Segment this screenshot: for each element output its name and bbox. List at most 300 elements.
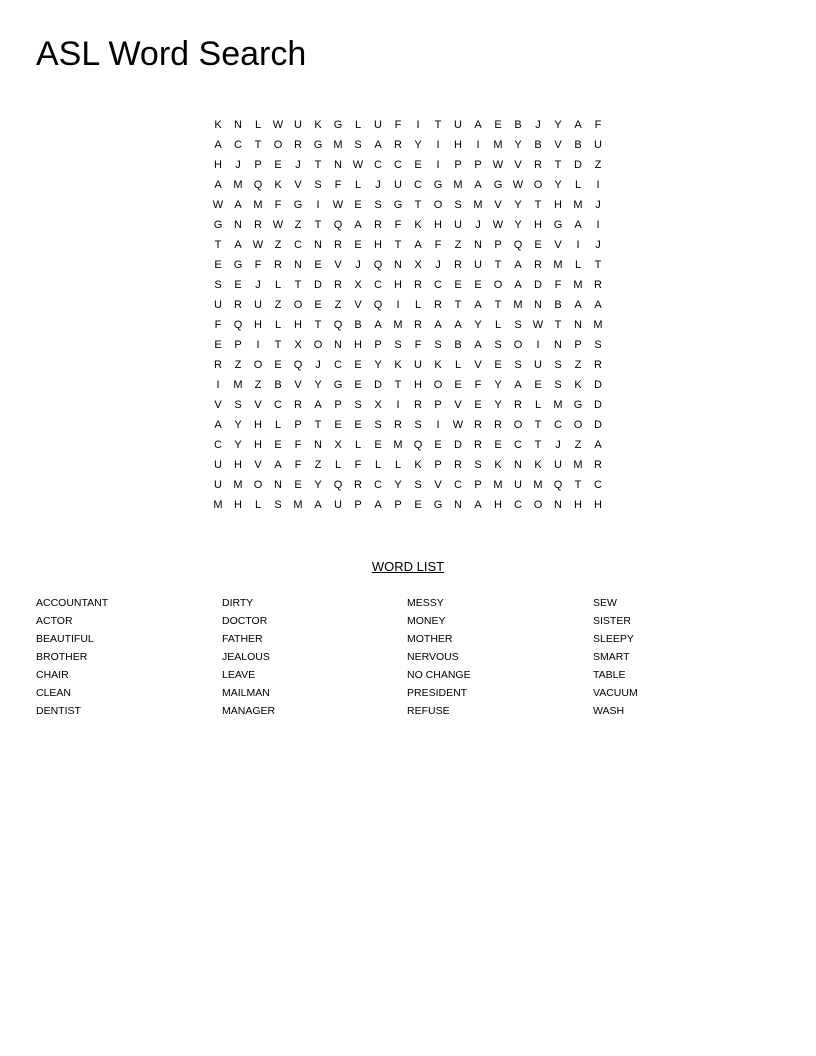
grid-letter: Z	[254, 379, 262, 391]
grid-letter: R	[294, 139, 302, 151]
grid-letter: Q	[373, 259, 383, 271]
grid-letter: K	[494, 459, 502, 471]
grid-letter: A	[594, 439, 602, 451]
grid-letter: E	[214, 339, 222, 351]
grid-letter: L	[534, 399, 542, 411]
grid-letter: G	[233, 259, 243, 271]
grid-letter: G	[493, 179, 503, 191]
grid-letter: G	[313, 139, 323, 151]
grid-letter: H	[434, 219, 442, 231]
grid-letter: R	[234, 299, 242, 311]
grid-letter: W	[352, 159, 364, 171]
word-list-item: FATHER	[222, 633, 263, 645]
grid-letter: N	[314, 439, 322, 451]
grid-letter: M	[233, 479, 243, 491]
word-list-item: CLEAN	[36, 687, 72, 699]
grid-letter: V	[214, 399, 222, 411]
grid-letter: U	[534, 359, 542, 371]
grid-letter: J	[255, 279, 261, 291]
grid-letter: V	[294, 179, 302, 191]
grid-letter: B	[554, 299, 562, 311]
word-list-item: MAILMAN	[222, 687, 270, 699]
grid-letter: J	[235, 159, 241, 171]
grid-letter: A	[214, 419, 222, 431]
word-list-item: VACUUM	[593, 687, 638, 699]
grid-letter: J	[475, 219, 481, 231]
word-list-item: CHAIR	[36, 669, 69, 681]
grid-letter: O	[253, 359, 263, 371]
grid-letter: R	[494, 419, 502, 431]
grid-letter: C	[594, 479, 602, 491]
grid-letter: L	[274, 279, 282, 291]
grid-row	[208, 335, 608, 355]
word-list-item: DOCTOR	[222, 615, 268, 627]
grid-letter: A	[594, 299, 602, 311]
grid-letter: S	[374, 199, 382, 211]
grid-row	[208, 235, 608, 255]
grid-letter: C	[514, 439, 522, 451]
grid-letter: S	[514, 319, 522, 331]
grid-letter: R	[294, 399, 302, 411]
grid-letter: S	[454, 199, 462, 211]
grid-letter: O	[533, 179, 543, 191]
grid-letter: M	[493, 139, 503, 151]
grid-letter: S	[414, 479, 422, 491]
grid-letter: N	[294, 259, 302, 271]
grid-letter: K	[574, 379, 582, 391]
grid-letter: J	[315, 359, 321, 371]
grid-row	[208, 155, 608, 175]
grid-letter: Q	[513, 239, 523, 251]
grid-letter: O	[273, 139, 283, 151]
grid-letter: N	[234, 119, 242, 131]
grid-letter: U	[594, 139, 602, 151]
grid-letter: S	[414, 419, 422, 431]
grid-letter: N	[274, 479, 282, 491]
grid-letter: Y	[234, 419, 242, 431]
grid-letter: Y	[314, 379, 322, 391]
grid-letter: K	[434, 359, 442, 371]
grid-letter: W	[212, 199, 224, 211]
grid-letter: R	[274, 259, 282, 271]
grid-letter: F	[214, 319, 222, 331]
grid-letter: G	[333, 379, 343, 391]
grid-letter: E	[234, 279, 242, 291]
grid-letter: L	[274, 319, 282, 331]
grid-letter: P	[434, 459, 442, 471]
grid-letter: R	[594, 359, 602, 371]
grid-letter: P	[234, 339, 242, 351]
grid-letter: N	[534, 299, 542, 311]
grid-letter: R	[334, 239, 342, 251]
grid-letter: G	[573, 399, 583, 411]
grid-letter: N	[514, 459, 522, 471]
grid-letter: A	[314, 399, 322, 411]
grid-letter: E	[494, 359, 502, 371]
grid-letter: L	[574, 259, 582, 271]
grid-letter: F	[294, 459, 302, 471]
grid-letter: Z	[274, 299, 282, 311]
grid-letter: K	[394, 359, 402, 371]
grid-letter: M	[553, 399, 563, 411]
grid-letter: O	[433, 379, 443, 391]
grid-letter: L	[394, 459, 402, 471]
grid-letter: L	[374, 459, 382, 471]
grid-letter: Z	[454, 239, 462, 251]
grid-letter: X	[414, 259, 422, 271]
grid-letter: Q	[333, 479, 343, 491]
grid-letter: S	[514, 359, 522, 371]
grid-letter: N	[474, 239, 482, 251]
grid-letter: O	[533, 499, 543, 511]
word-list-item: WASH	[593, 705, 625, 717]
word-list-item: NO CHANGE	[407, 669, 471, 681]
grid-letter: P	[354, 499, 362, 511]
word-list-item: SEW	[593, 597, 617, 609]
grid-letter: A	[474, 179, 482, 191]
grid-letter: H	[594, 499, 602, 511]
grid-letter: V	[254, 399, 262, 411]
grid-letter: U	[214, 479, 222, 491]
grid-letter: C	[294, 239, 302, 251]
grid-letter: T	[534, 439, 542, 451]
grid-letter: T	[494, 259, 502, 271]
grid-letter: I	[476, 139, 480, 151]
grid-letter: N	[334, 339, 342, 351]
grid-letter: A	[514, 259, 522, 271]
grid-letter: C	[214, 439, 222, 451]
grid-row	[208, 435, 608, 455]
grid-letter: J	[595, 239, 601, 251]
grid-letter: D	[574, 159, 582, 171]
grid-letter: C	[414, 179, 422, 191]
grid-letter: V	[474, 359, 482, 371]
grid-letter: R	[534, 259, 542, 271]
grid-letter: M	[573, 459, 583, 471]
grid-letter: D	[374, 379, 382, 391]
grid-letter: T	[274, 339, 282, 351]
grid-letter: P	[474, 479, 482, 491]
grid-letter: A	[374, 139, 382, 151]
grid-letter: A	[234, 199, 242, 211]
grid-letter: K	[214, 119, 222, 131]
grid-letter: O	[293, 299, 303, 311]
grid-letter: G	[433, 499, 443, 511]
grid-letter: W	[532, 319, 544, 331]
grid-letter: Y	[494, 399, 502, 411]
grid-letter: K	[274, 179, 282, 191]
grid-letter: S	[214, 279, 222, 291]
grid-letter: E	[454, 279, 462, 291]
grid-letter: U	[294, 119, 302, 131]
grid-letter: E	[494, 119, 502, 131]
grid-letter: I	[416, 119, 420, 131]
grid-letter: F	[554, 279, 562, 291]
grid-letter: H	[534, 219, 542, 231]
grid-letter: K	[414, 459, 422, 471]
grid-letter: U	[554, 459, 562, 471]
grid-letter: H	[254, 419, 262, 431]
word-list-item: ACTOR	[36, 615, 73, 627]
grid-letter: T	[494, 299, 502, 311]
grid-letter: Y	[554, 179, 562, 191]
grid-letter: T	[554, 159, 562, 171]
grid-letter: M	[233, 379, 243, 391]
grid-letter: Z	[334, 299, 342, 311]
grid-row	[208, 395, 608, 415]
grid-letter: A	[474, 119, 482, 131]
grid-letter: A	[474, 499, 482, 511]
grid-letter: M	[573, 199, 583, 211]
word-list-heading	[0, 559, 816, 575]
word-list-item: MOTHER	[407, 633, 453, 645]
grid-letter: E	[474, 279, 482, 291]
grid-letter: L	[354, 119, 362, 131]
grid-letter: D	[594, 399, 602, 411]
grid-letter: M	[513, 299, 523, 311]
grid-letter: F	[414, 339, 422, 351]
grid-letter: G	[433, 179, 443, 191]
grid-letter: C	[374, 479, 382, 491]
grid-letter: N	[314, 239, 322, 251]
grid-row	[208, 415, 608, 435]
grid-letter: A	[274, 459, 282, 471]
grid-letter: L	[254, 119, 262, 131]
grid-letter: C	[334, 359, 342, 371]
grid-letter: L	[414, 299, 422, 311]
grid-letter: T	[594, 259, 602, 271]
word-list-item: SMART	[593, 651, 630, 663]
grid-letter: R	[454, 459, 462, 471]
grid-letter: E	[534, 379, 542, 391]
letter-grid	[208, 115, 608, 515]
grid-letter: E	[314, 299, 322, 311]
grid-letter: H	[554, 199, 562, 211]
grid-letter: L	[354, 439, 362, 451]
grid-letter: C	[514, 499, 522, 511]
word-list-item: LEAVE	[222, 669, 256, 681]
grid-letter: V	[294, 379, 302, 391]
grid-letter: M	[393, 319, 403, 331]
grid-letter: A	[354, 219, 362, 231]
grid-letter: A	[574, 119, 582, 131]
grid-letter: R	[414, 399, 422, 411]
grid-letter: U	[454, 219, 462, 231]
grid-letter: A	[574, 219, 582, 231]
grid-letter: V	[514, 159, 522, 171]
grid-letter: W	[252, 239, 264, 251]
grid-letter: W	[452, 419, 464, 431]
grid-letter: N	[234, 219, 242, 231]
grid-letter: Y	[374, 359, 382, 371]
grid-row	[208, 275, 608, 295]
grid-letter: V	[334, 259, 342, 271]
grid-letter: T	[314, 419, 322, 431]
grid-letter: D	[534, 279, 542, 291]
grid-letter: P	[294, 419, 302, 431]
grid-letter: T	[254, 139, 262, 151]
grid-letter: N	[394, 259, 402, 271]
grid-letter: I	[436, 159, 440, 171]
grid-letter: N	[554, 339, 562, 351]
grid-letter: S	[234, 399, 242, 411]
grid-letter: G	[553, 219, 563, 231]
grid-letter: L	[334, 459, 342, 471]
grid-row	[208, 175, 608, 195]
page-title: ASL Word Search	[36, 35, 307, 73]
grid-letter: F	[334, 179, 342, 191]
grid-row	[208, 255, 608, 275]
grid-letter: S	[314, 179, 322, 191]
grid-letter: R	[534, 159, 542, 171]
grid-letter: B	[354, 319, 362, 331]
grid-letter: M	[593, 319, 603, 331]
grid-letter: I	[596, 179, 600, 191]
grid-row	[208, 455, 608, 475]
grid-letter: Y	[394, 479, 402, 491]
grid-letter: I	[596, 219, 600, 231]
grid-letter: M	[233, 179, 243, 191]
grid-letter: R	[394, 419, 402, 431]
grid-letter: J	[375, 179, 381, 191]
grid-letter: U	[414, 359, 422, 371]
grid-letter: I	[576, 239, 580, 251]
grid-letter: K	[534, 459, 542, 471]
grid-letter: R	[474, 439, 482, 451]
word-list-column-2	[222, 594, 275, 720]
grid-letter: Z	[574, 359, 582, 371]
grid-letter: Y	[314, 479, 322, 491]
grid-letter: E	[454, 379, 462, 391]
grid-letter: Y	[474, 319, 482, 331]
grid-letter: T	[294, 279, 302, 291]
grid-letter: S	[354, 139, 362, 151]
grid-letter: A	[374, 319, 382, 331]
grid-letter: C	[374, 159, 382, 171]
grid-letter: Q	[553, 479, 563, 491]
grid-letter: T	[394, 379, 402, 391]
grid-letter: U	[454, 119, 462, 131]
grid-letter: E	[494, 439, 502, 451]
grid-letter: C	[394, 159, 402, 171]
grid-letter: I	[396, 299, 400, 311]
grid-letter: R	[414, 319, 422, 331]
word-list-column-4	[593, 594, 638, 720]
grid-letter: G	[333, 119, 343, 131]
grid-letter: R	[394, 139, 402, 151]
grid-letter: L	[574, 179, 582, 191]
grid-letter: H	[494, 499, 502, 511]
grid-letter: O	[313, 339, 323, 351]
grid-letter: P	[374, 339, 382, 351]
grid-letter: R	[434, 299, 442, 311]
grid-letter: T	[554, 319, 562, 331]
grid-letter: G	[293, 199, 303, 211]
grid-letter: H	[234, 459, 242, 471]
grid-letter: F	[354, 459, 362, 471]
grid-letter: E	[334, 419, 342, 431]
grid-letter: J	[555, 439, 561, 451]
grid-letter: S	[374, 419, 382, 431]
grid-letter: B	[574, 139, 582, 151]
grid-letter: G	[213, 219, 223, 231]
word-list-item: SISTER	[593, 615, 631, 627]
grid-letter: Z	[274, 239, 282, 251]
grid-letter: S	[274, 499, 282, 511]
word-list-item: MANAGER	[222, 705, 276, 717]
grid-letter: T	[414, 199, 422, 211]
grid-letter: S	[434, 339, 442, 351]
grid-letter: R	[594, 279, 602, 291]
grid-row	[208, 115, 608, 135]
grid-letter: H	[254, 319, 262, 331]
grid-letter: R	[354, 479, 362, 491]
grid-letter: M	[573, 279, 583, 291]
grid-letter: T	[314, 319, 322, 331]
grid-letter: A	[314, 499, 322, 511]
grid-letter: V	[554, 239, 562, 251]
grid-letter: B	[454, 339, 462, 351]
grid-letter: J	[435, 259, 441, 271]
grid-letter: A	[374, 499, 382, 511]
word-list-item: PRESIDENT	[407, 687, 468, 699]
grid-letter: U	[254, 299, 262, 311]
grid-letter: H	[214, 159, 222, 171]
grid-letter: Y	[514, 219, 522, 231]
grid-letter: F	[474, 379, 482, 391]
grid-letter: E	[314, 259, 322, 271]
word-list-item: TABLE	[593, 669, 626, 681]
grid-letter: A	[414, 239, 422, 251]
grid-letter: Z	[294, 219, 302, 231]
grid-letter: M	[533, 479, 543, 491]
grid-letter: E	[434, 439, 442, 451]
grid-letter: T	[434, 119, 442, 131]
grid-letter: J	[295, 159, 301, 171]
grid-letter: V	[494, 199, 502, 211]
grid-letter: P	[434, 399, 442, 411]
word-list-item: JEALOUS	[222, 651, 270, 663]
grid-letter: H	[294, 319, 302, 331]
grid-letter: Y	[414, 139, 422, 151]
grid-letter: Q	[333, 319, 343, 331]
word-list-item: MONEY	[407, 615, 446, 627]
grid-letter: A	[474, 339, 482, 351]
grid-letter: T	[314, 219, 322, 231]
grid-letter: C	[454, 479, 462, 491]
grid-letter: E	[374, 439, 382, 451]
grid-letter: W	[512, 179, 524, 191]
grid-letter: E	[474, 399, 482, 411]
grid-letter: J	[355, 259, 361, 271]
grid-letter: A	[434, 319, 442, 331]
grid-letter: E	[534, 239, 542, 251]
grid-letter: I	[536, 339, 540, 351]
word-list-item: DIRTY	[222, 597, 254, 609]
grid-letter: E	[274, 439, 282, 451]
grid-letter: L	[354, 179, 362, 191]
grid-letter: L	[454, 359, 462, 371]
grid-letter: V	[454, 399, 462, 411]
grid-letter: C	[274, 399, 282, 411]
grid-letter: L	[274, 419, 282, 431]
grid-row	[208, 355, 608, 375]
grid-letter: S	[474, 459, 482, 471]
grid-letter: U	[214, 459, 222, 471]
grid-letter: F	[394, 219, 402, 231]
grid-letter: C	[374, 279, 382, 291]
grid-letter: V	[354, 299, 362, 311]
